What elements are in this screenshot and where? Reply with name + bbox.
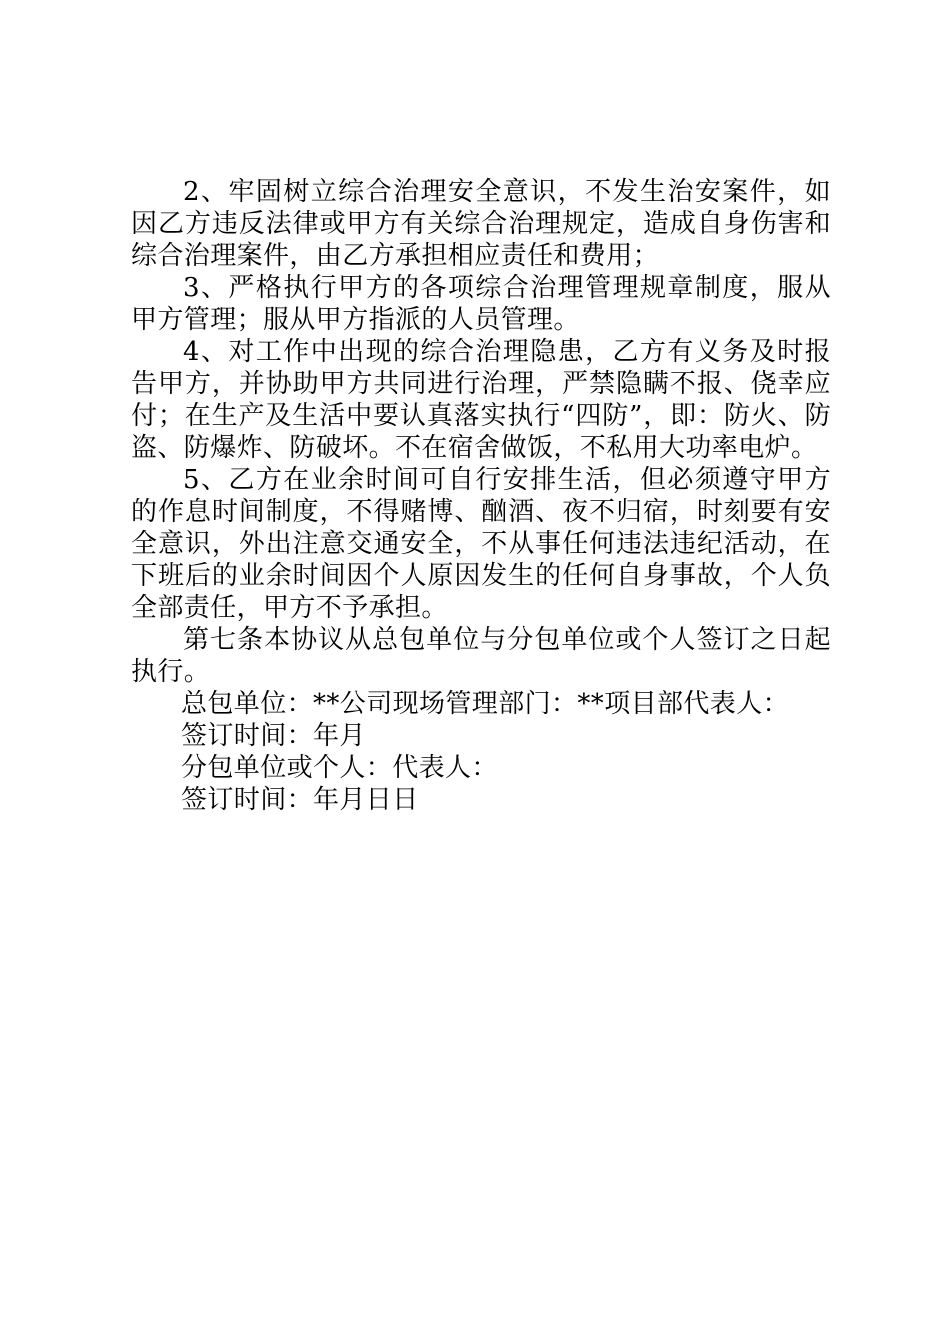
clause-2: 2、牢固树立综合治理安全意识，不发生治安案件，如因乙方违反法律或甲方有关综合治理规定，造成自身伤害和综合治理案件，由乙方承担相应责任和费用； — [131, 177, 831, 271]
subcontractor-signature-line: 分包单位或个人：代表人： — [181, 753, 498, 783]
clause-4: 4、对工作中出现的综合治理隐患，乙方有义务及时报告甲方，并协助甲方共同进行治理，严禁隐瞒不报、侥幸应付；在生产及生活中要认真落实执行“四防”，即：防火、防盗、防爆炸、防破坏。不在宿舍做饭，不私用大功率电炉。 — [131, 337, 831, 463]
article-7: 第七条本协议从总包单位与分包单位或个人签订之日起执行。 — [131, 625, 831, 687]
document-body — [131, 176, 831, 816]
contractor-signature-line: 总包单位：**公司现场管理部门：**项目部代表人： — [181, 689, 790, 719]
contractor-sign-date: 签订时间：年月 — [181, 721, 366, 751]
clause-3: 3、严格执行甲方的各项综合治理管理规章制度，服从甲方管理；服从甲方指派的人员管理。 — [131, 273, 831, 335]
subcontractor-sign-date: 签订时间：年月日日 — [181, 785, 419, 815]
clause-5: 5、乙方在业余时间可自行安排生活，但必须遵守甲方的作息时间制度，不得赌博、酗酒、夜不归宿，时刻要有安全意识，外出注意交通安全，不从事任何违法违纪活动，在下班后的业余时间因个人原因发生的任何自身事故，个人负全部责任，甲方不予承担。 — [131, 465, 831, 623]
